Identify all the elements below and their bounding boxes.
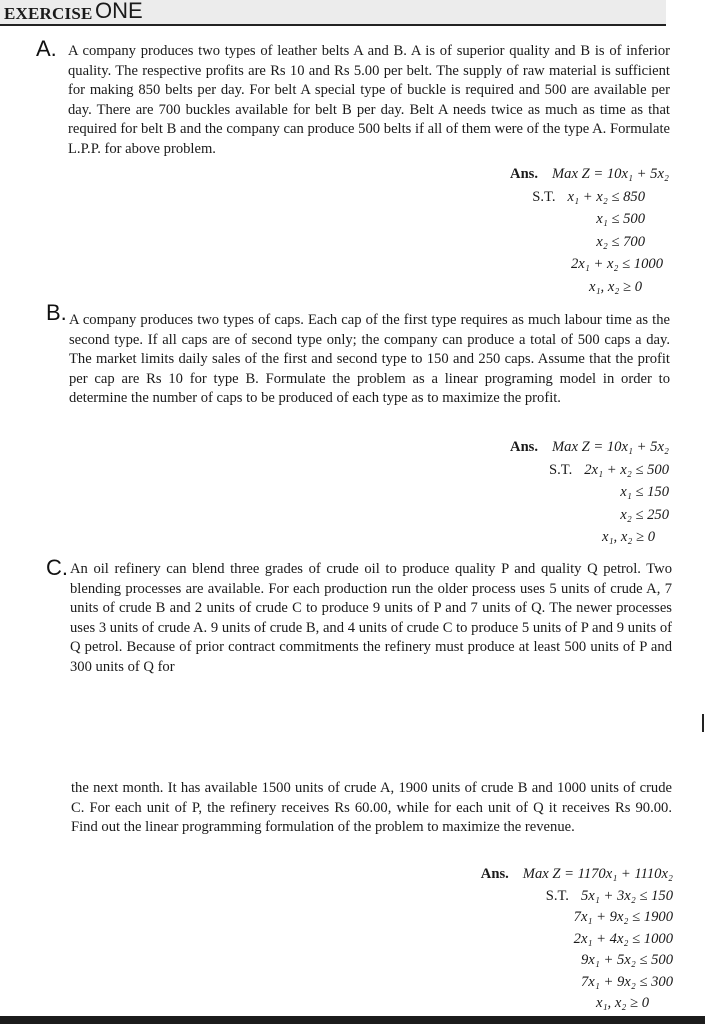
constraint: 2x₁ + 4x₂ ≤ 1000: [573, 930, 673, 947]
subject-to-label: S.T.: [532, 188, 556, 205]
constraint: x₂ ≤ 250: [620, 506, 669, 523]
constraint: x₁ ≤ 150: [620, 484, 669, 501]
problem-a-text: A company produces two types of leather belts A and B. A is of superior quality and B is of inferior quality. The respective profits are Rs 10 and Rs 5.00 per belt. The supply of raw material is sufficient for making 850 belts per day. For belt A special type of buckle is required and 500 are available per day. There are 700 buckles available for belt B per day. Belt A needs twice as much as time as that required for belt B and the company can produce 500 belts if all of them were of the type A. Formulate L.P.P. for above problem.: [68, 43, 670, 157]
exercise-title-word: EXERCISE: [4, 4, 93, 23]
bottom-edge-bar: [0, 1016, 705, 1024]
constraint: x₁ + x₂ ≤ 850: [567, 188, 645, 205]
objective-function: Max Z = 1170x₁ + 1110x₂: [522, 866, 673, 882]
problem-c-marker: C.: [46, 555, 68, 580]
subject-to-label: S.T.: [545, 887, 569, 904]
exercise-title-number: ONE: [95, 0, 143, 23]
constraint: 5x₁ + 3x₂ ≤ 150: [580, 887, 673, 904]
page-edge-mark: [702, 714, 704, 732]
constraint: 7x₁ + 9x₂ ≤ 300: [580, 973, 673, 990]
constraint: 2x₁ + x₂ ≤ 500: [584, 461, 669, 478]
constraint: x₂ ≤ 700: [596, 233, 645, 250]
objective-function: Max Z = 10x₁ + 5x₂: [552, 439, 669, 455]
objective-function: Max Z = 10x₁ + 5x₂: [552, 166, 669, 182]
problem-c-text-continued: the next month. It has available 1500 units of crude A, 1900 units of crude B and 1000 units of crude C. For each unit of P, the refinery receives Rs 60.00, while for each unit of Q it receives Rs 90.00. Find out the linear programming formulation of the problem to maximize the revenue.: [71, 780, 672, 836]
answer-label: Ans.: [510, 166, 539, 182]
problem-c-text: An oil refinery can blend three grades of crude oil to produce quality P and quality Q petrol. Two blending processes are available. For each production run the older process uses 5 units of crude A, 7 units of crude B and 2 units of crude C to produce 9 units of P and 7 units of Q. The newer processes uses 3 units of crude A. 9 units of crude B, and 4 units of crude C to produce 5 units of P and 9 units of Q petrol. Because of prior contract commitments the refinery must produce at least 500 units of P and 300 units of Q for: [70, 561, 672, 675]
subject-to-label: S.T.: [549, 461, 573, 478]
problem-b-text: A company produces two types of caps. Each cap of the first type requires as much labour time as the second type. If all caps are of second type only; the company can produce a total of 500 caps a day. The market limits daily sales of the first and second type to 150 and 250 caps. Assume that the profit per cap are Rs 10 for type B. Formulate the problem as a linear programing model in order to determine the number of caps to be produced of each type as to maximize the profit.: [69, 312, 670, 407]
exercise-header: [0, 0, 666, 26]
non-negativity-constraint: x₁, x₂ ≥ 0: [588, 278, 642, 295]
non-negativity-constraint: x₁, x₂ ≥ 0: [595, 995, 649, 1011]
constraint: 2x₁ + x₂ ≤ 1000: [570, 256, 663, 273]
problem-b-marker: B.: [46, 300, 67, 325]
non-negativity-constraint: x₁, x₂ ≥ 0: [601, 529, 655, 546]
constraint: 9x₁ + 5x₂ ≤ 500: [580, 952, 673, 968]
constraint: 7x₁ + 9x₂ ≤ 1900: [573, 909, 673, 925]
problem-a-marker: A.: [36, 36, 57, 61]
answer-label: Ans.: [510, 439, 539, 455]
answer-label: Ans.: [480, 866, 509, 882]
problem-a-answer: [510, 163, 669, 299]
problem-b-answer: [510, 436, 669, 549]
problem-c-answer: [481, 864, 673, 1015]
constraint: x₁ ≤ 500: [596, 211, 645, 228]
